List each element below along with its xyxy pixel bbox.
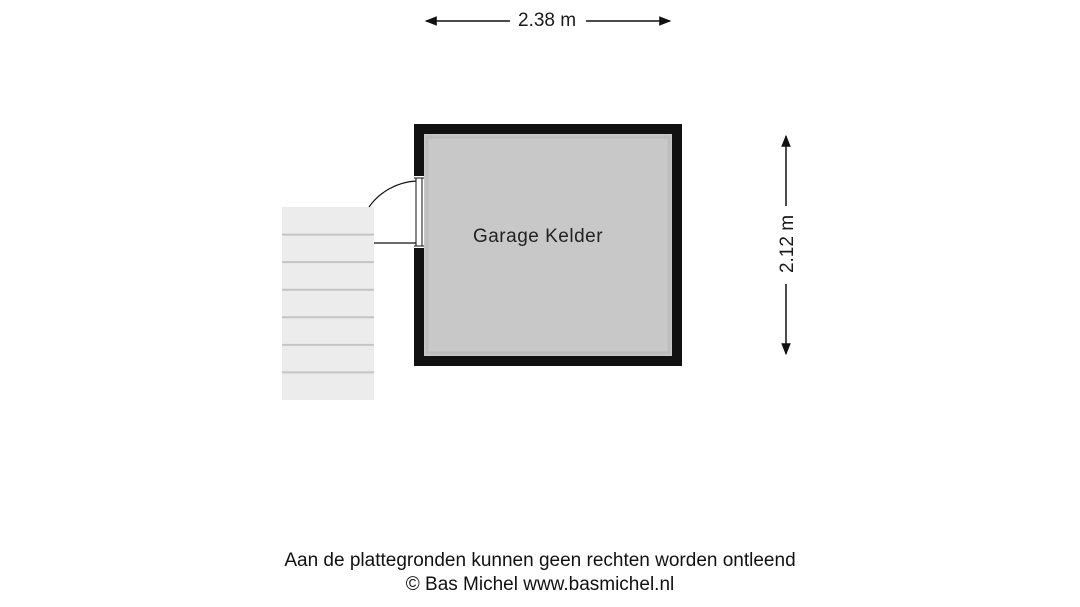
copyright-text: © Bas Michel www.basmichel.nl (405, 574, 675, 595)
footer (0, 549, 1080, 597)
stairs (282, 207, 374, 400)
width-dimension-label: 2.38 m (512, 10, 582, 32)
height-dimension-label: 2.12 m (777, 209, 799, 279)
room-label: Garage Kelder (472, 226, 604, 247)
door-swing-arc (369, 181, 416, 207)
disclaimer-text: Aan de plattegronden kunnen geen rechten worden ontleend (284, 550, 796, 571)
door (369, 176, 424, 248)
stairs-body (282, 207, 374, 400)
